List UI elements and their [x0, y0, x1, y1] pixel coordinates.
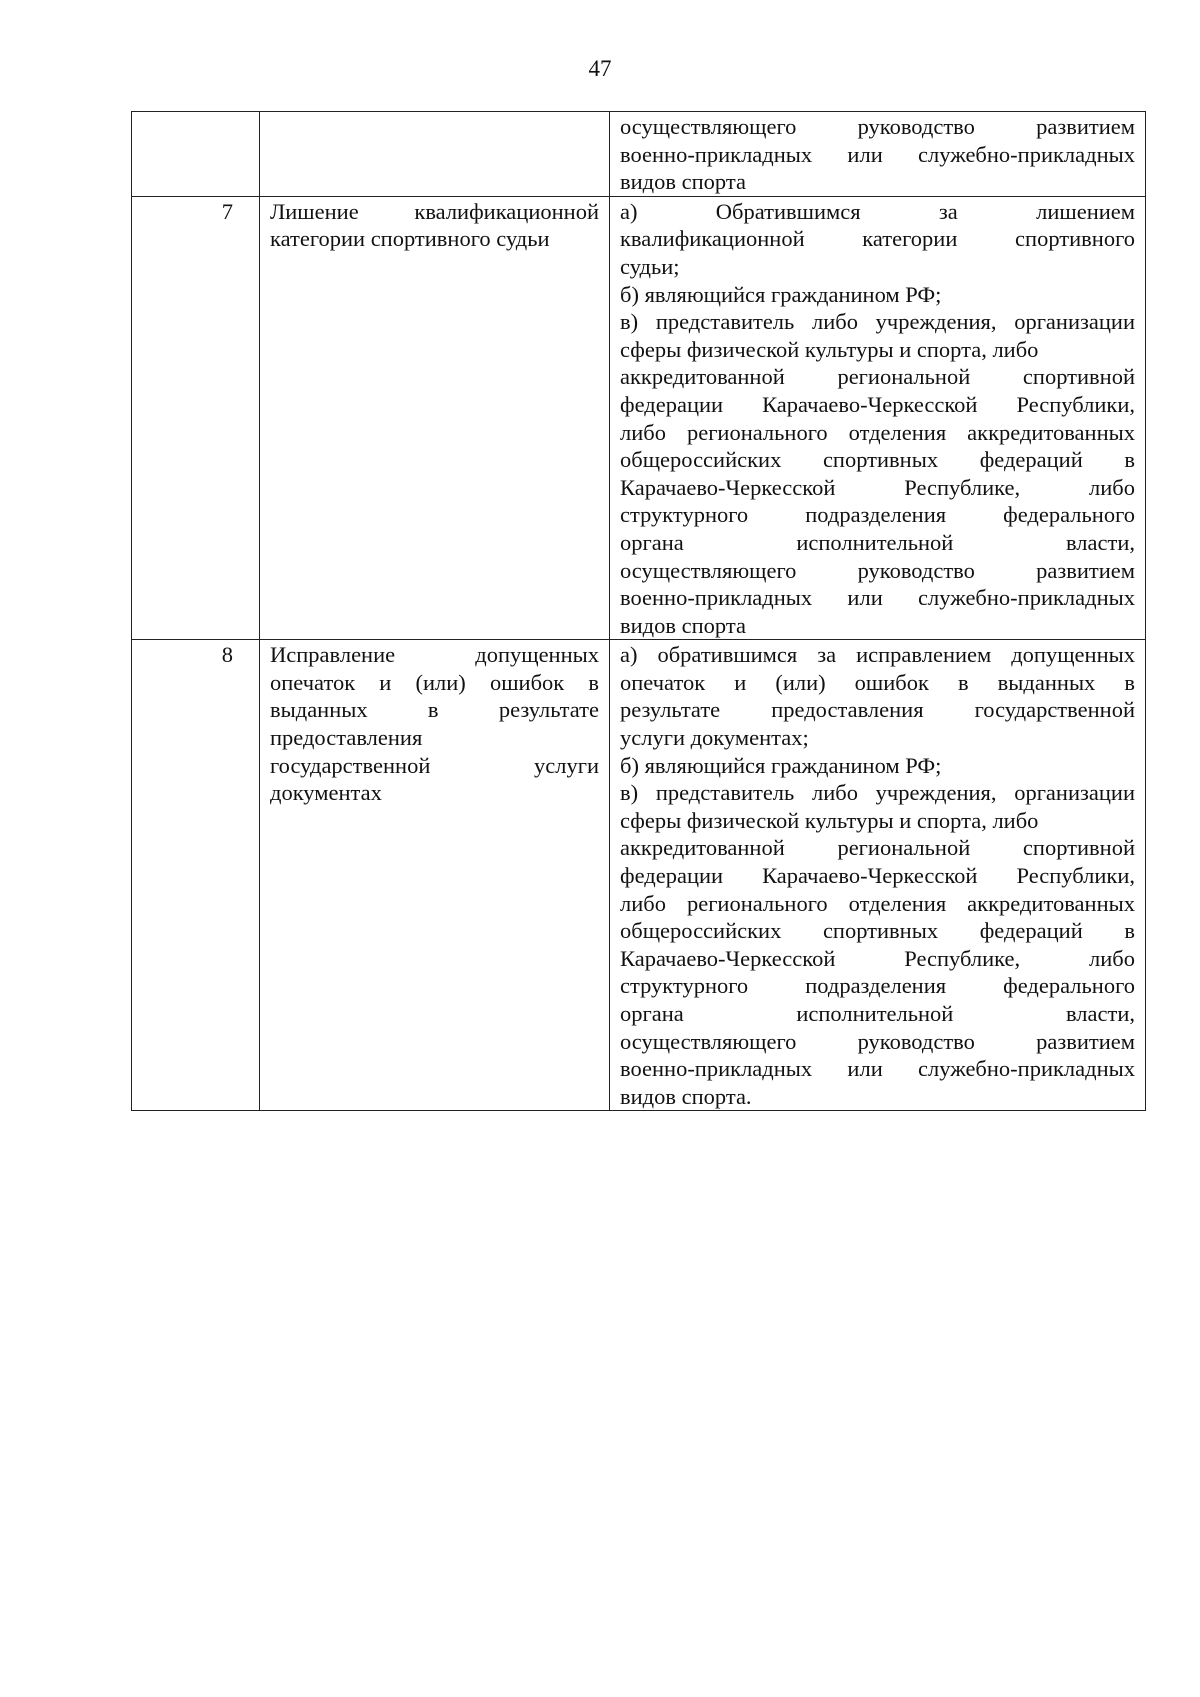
text-line: б) являющийся гражданином РФ; — [620, 281, 942, 307]
text-line: органа исполнительной власти, — [620, 1001, 1135, 1026]
services-table — [131, 111, 1146, 1111]
page-number: 47 — [588, 56, 612, 81]
text-line: видов спорта. — [620, 1083, 752, 1109]
text-line: либо регионального отделения аккредитованных — [620, 890, 1135, 916]
text-line: а) обратившимся за исправлением допущенных — [620, 642, 1135, 668]
text-line: государственной услуги — [270, 752, 599, 778]
text-line: либо регионального отделения аккредитованных — [620, 419, 1135, 445]
service-name-cell — [260, 640, 610, 1111]
text-line: осуществляющего руководство развитием — [620, 1028, 1135, 1054]
table-body — [132, 112, 1146, 1111]
text-line: опечаток и (или) ошибок в — [270, 669, 599, 695]
text-line: осуществляющего руководство развитием — [620, 557, 1135, 583]
text-line: сферы физической культуры и спорта, либо — [620, 807, 1039, 833]
applicants-cell — [610, 196, 1146, 640]
text-line: опечаток и (или) ошибок в выданных в — [620, 669, 1135, 695]
service-name-cell — [260, 112, 610, 197]
text-line: федерации Карачаево-Черкесской Республики, — [620, 863, 1135, 889]
text-line: общероссийских спортивных федераций в — [620, 447, 1135, 473]
row-number-cell — [132, 112, 260, 197]
table-row — [132, 112, 1146, 197]
text-line: а) Обратившимся за лишением — [620, 198, 1135, 224]
service-name-cell — [260, 196, 610, 640]
row-number-cell: 8 — [132, 640, 260, 1111]
text-line: военно-прикладных или служебно-прикладных — [620, 585, 1135, 611]
text-line: документах — [270, 780, 382, 806]
text-line: выданных в результате — [270, 697, 599, 723]
row-number-cell: 7 — [132, 196, 260, 640]
text-line: общероссийских спортивных федераций в — [620, 918, 1135, 944]
text-line: в) представитель либо учреждения, организации — [620, 780, 1135, 806]
text-line: военно-прикладных или служебно-прикладных — [620, 141, 1135, 167]
text-line: квалификационной категории спортивного — [620, 226, 1135, 252]
text-line: услуги документах; — [620, 725, 809, 751]
text-line: структурного подразделения федерального — [620, 502, 1135, 528]
text-line: судьи; — [620, 253, 680, 279]
text-line: результате предоставления государственной — [620, 697, 1135, 723]
text-line: видов спорта — [620, 612, 746, 638]
text-line: Карачаево-Черкесской Республике, либо — [620, 945, 1135, 971]
text-line: в) представитель либо учреждения, организации — [620, 309, 1135, 335]
text-line: аккредитованной региональной спортивной — [620, 364, 1135, 390]
text-line: б) являющийся гражданином РФ; — [620, 752, 942, 778]
applicants-cell — [610, 112, 1146, 197]
text-line: категории спортивного судьи — [270, 226, 550, 252]
text-line: осуществляющего руководство развитием — [620, 114, 1135, 139]
text-line: военно-прикладных или служебно-прикладных — [620, 1056, 1135, 1082]
text-line: органа исполнительной власти, — [620, 529, 1135, 555]
text-line: структурного подразделения федерального — [620, 973, 1135, 999]
text-line: предоставления — [270, 725, 423, 751]
text-line: Лишение квалификационной — [270, 198, 599, 224]
table-row — [132, 640, 1146, 1111]
applicants-cell — [610, 640, 1146, 1111]
text-line: видов спорта — [620, 169, 746, 195]
text-line: Карачаево-Черкесской Республике, либо — [620, 474, 1135, 500]
text-line: сферы физической культуры и спорта, либо — [620, 336, 1039, 362]
text-line: Исправление допущенных — [270, 642, 599, 668]
text-line: аккредитованной региональной спортивной — [620, 835, 1135, 861]
table-row — [132, 196, 1146, 640]
text-line: федерации Карачаево-Черкесской Республики, — [620, 391, 1135, 417]
